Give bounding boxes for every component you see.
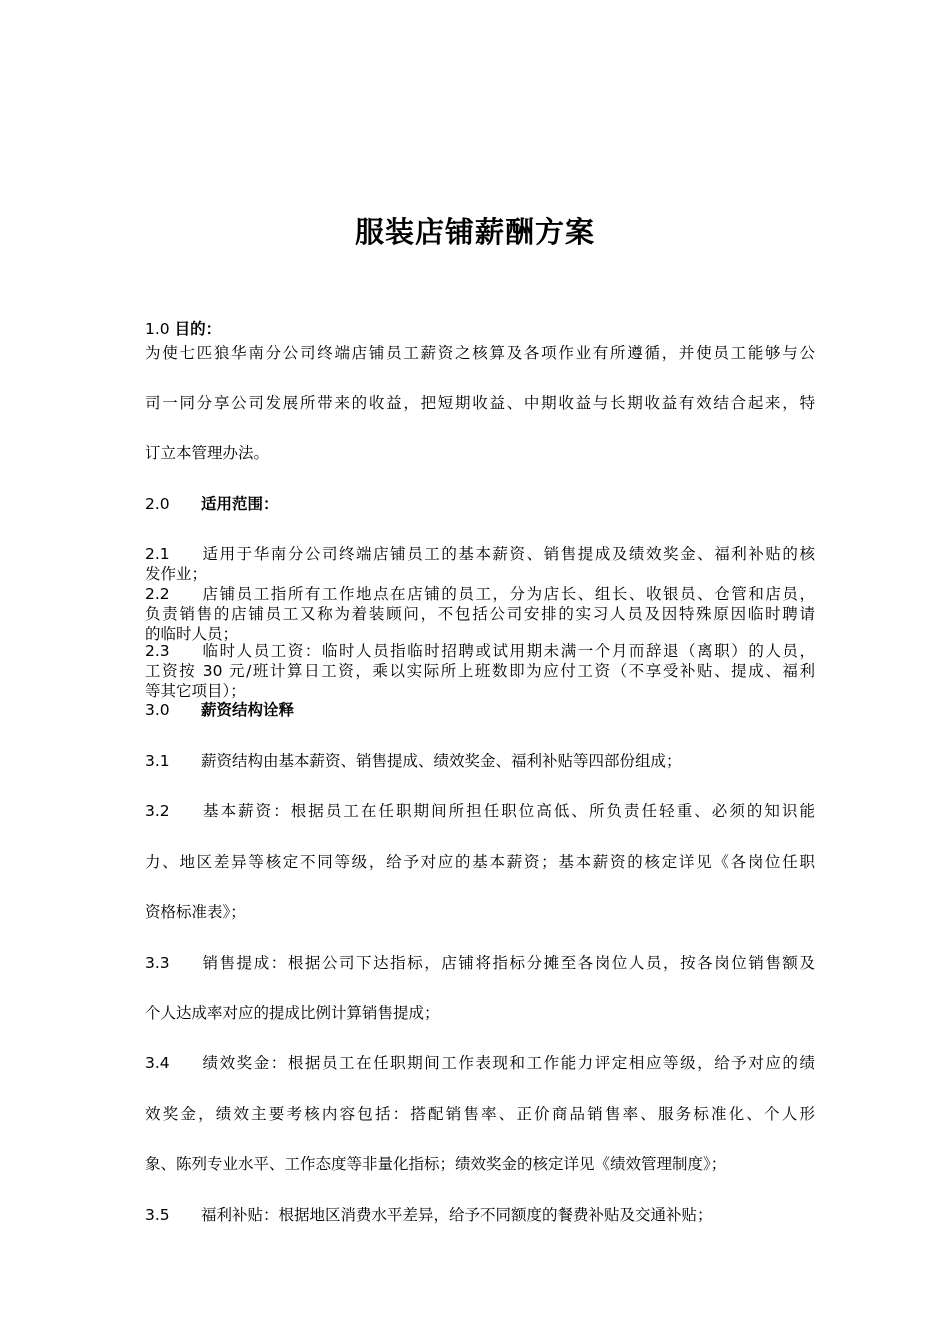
clause-2-3-line <box>145 641 815 661</box>
clause-text: 绩效奖金：根据员工在任职期间工作表现和工作能力评定相应等级，给予对应的绩 <box>201 1054 815 1072</box>
clause-3-4-line <box>145 1053 815 1073</box>
clause-number: 3.3 <box>145 954 170 972</box>
paragraph-line: 个人达成率对应的提成比例计算销售提成； <box>145 1004 440 1022</box>
section-1-heading <box>145 319 815 339</box>
clause-number: 3.5 <box>145 1206 170 1224</box>
section-number: 2.0 <box>145 495 170 513</box>
clause-3-1-line <box>145 751 815 771</box>
paragraph-line: 等其它项目）； <box>145 682 246 700</box>
clause-3-5-line <box>145 1205 815 1225</box>
paragraph-line: 负责销售的店铺员工又称为着装顾问，不包括公司安排的实习人员及因特殊原因临时聘请 <box>145 605 815 623</box>
section-number: 1.0 <box>145 320 170 338</box>
clause-text: 福利补贴：根据地区消费水平差异，给予不同额度的餐费补贴及交通补贴； <box>201 1206 713 1224</box>
clause-text: 适用于华南分公司终端店铺员工的基本薪资、销售提成及绩效奖金、福利补贴的核 <box>201 545 815 563</box>
clause-text: 店铺员工指所有工作地点在店铺的员工，分为店长、组长、收银员、仓管和店员， <box>201 585 815 603</box>
paragraph-line: 的临时人员； <box>145 625 239 643</box>
clause-text: 薪资结构由基本薪资、销售提成、绩效奖金、福利补贴等四部份组成； <box>201 752 682 770</box>
clause-number: 2.1 <box>145 545 170 563</box>
section-3-heading <box>145 700 815 720</box>
clause-3-2-line <box>145 801 815 821</box>
clause-number: 3.2 <box>145 802 170 820</box>
clause-number: 2.2 <box>145 585 170 603</box>
paragraph-line: 订立本管理办法。 <box>145 444 270 462</box>
clause-number: 2.3 <box>145 642 170 660</box>
paragraph-line: 工资按 30 元/班计算日工资，乘以实际所上班数即为应付工资（不享受补贴、提成、福利 <box>145 662 815 680</box>
section-2-heading <box>145 494 815 514</box>
document-title: 服装店铺薪酬方案 <box>354 215 595 249</box>
section-heading: 目的： <box>174 320 222 338</box>
section-heading: 薪资结构诠释 <box>201 701 295 719</box>
clause-text: 基本薪资：根据员工在任职期间所担任职位高低、所负责任轻重、必须的知识能 <box>201 802 815 820</box>
section-heading: 适用范围： <box>201 495 279 513</box>
clause-3-3-line <box>145 953 815 973</box>
paragraph-line: 司一同分享公司发展所带来的收益，把短期收益、中期收益与长期收益有效结合起来，特 <box>145 394 815 412</box>
paragraph-line: 效奖金，绩效主要考核内容包括：搭配销售率、正价商品销售率、服务标准化、个人形 <box>145 1105 815 1123</box>
paragraph-line: 发作业； <box>145 565 208 583</box>
clause-2-2-line <box>145 584 815 604</box>
clause-number: 3.1 <box>145 752 170 770</box>
clause-text: 临时人员工资：临时人员指临时招聘或试用期未满一个月而辞退（离职）的人员， <box>201 642 815 660</box>
clause-2-1-line <box>145 544 815 564</box>
clause-text: 销售提成：根据公司下达指标，店铺将指标分摊至各岗位人员，按各岗位销售额及 <box>201 954 815 972</box>
paragraph-line: 资格标准表》； <box>145 903 246 921</box>
paragraph-line: 象、陈列专业水平、工作态度等非量化指标；绩效奖金的核定详见《绩效管理制度》； <box>145 1155 727 1173</box>
paragraph-line: 为使七匹狼华南分公司终端店铺员工薪资之核算及各项作业有所遵循，并使员工能够与公 <box>145 344 815 362</box>
clause-number: 3.4 <box>145 1054 170 1072</box>
section-number: 3.0 <box>145 701 170 719</box>
paragraph-line: 力、地区差异等核定不同等级，给予对应的基本薪资；基本薪资的核定详见《各岗位任职 <box>145 853 815 871</box>
